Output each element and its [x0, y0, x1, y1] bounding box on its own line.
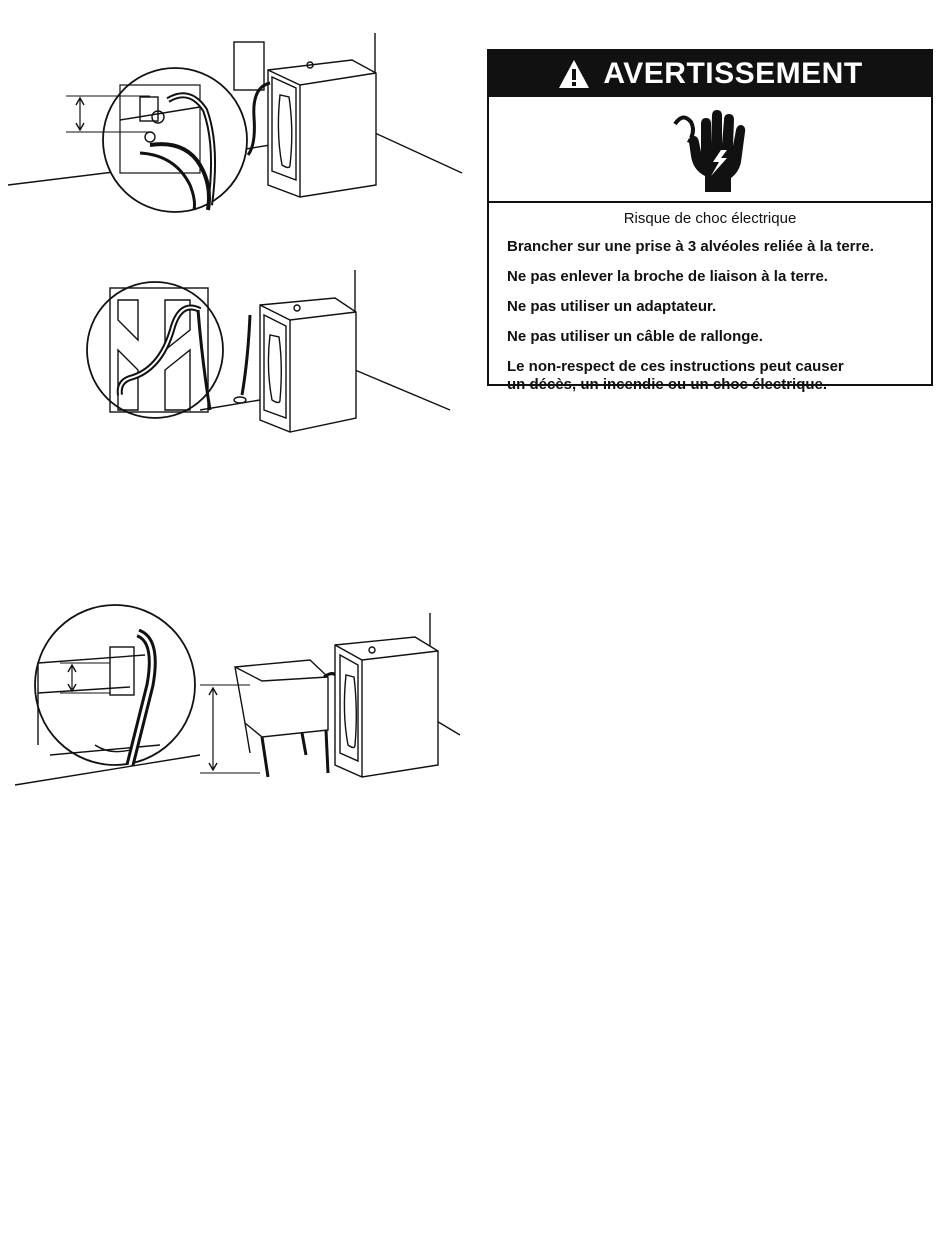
warning-title: AVERTISSEMENT [603, 57, 863, 90]
electric-shock-hand-icon [669, 104, 751, 194]
warning-line-adapter: Ne pas utiliser un adaptateur. [507, 298, 717, 315]
floor-drain-illustration [80, 260, 470, 450]
pictogram-area [489, 97, 931, 203]
consequence-line-2: un décès, un incendie ou un choc électrique. [507, 376, 828, 393]
risk-title: Risque de choc électrique [623, 210, 797, 227]
consequence-line-1: Le non-respect de ces instructions peut causer [507, 358, 844, 375]
warning-body [489, 203, 931, 394]
warning-line-ground: Brancher sur une prise à 3 alvéoles reliée à la terre. [507, 238, 874, 255]
warning-line-prong: Ne pas enlever la broche de liaison à la terre. [507, 268, 828, 285]
laundry-tub-drain-illustration [10, 605, 470, 805]
exclamation-triangle-icon [557, 58, 591, 90]
warning-header [489, 51, 931, 97]
warning-line-consequence [507, 358, 913, 394]
standpipe-drain-illustration [0, 25, 475, 220]
warning-line-extension: Ne pas utiliser un câble de rallonge. [507, 328, 763, 345]
electric-shock-warning [487, 49, 933, 393]
